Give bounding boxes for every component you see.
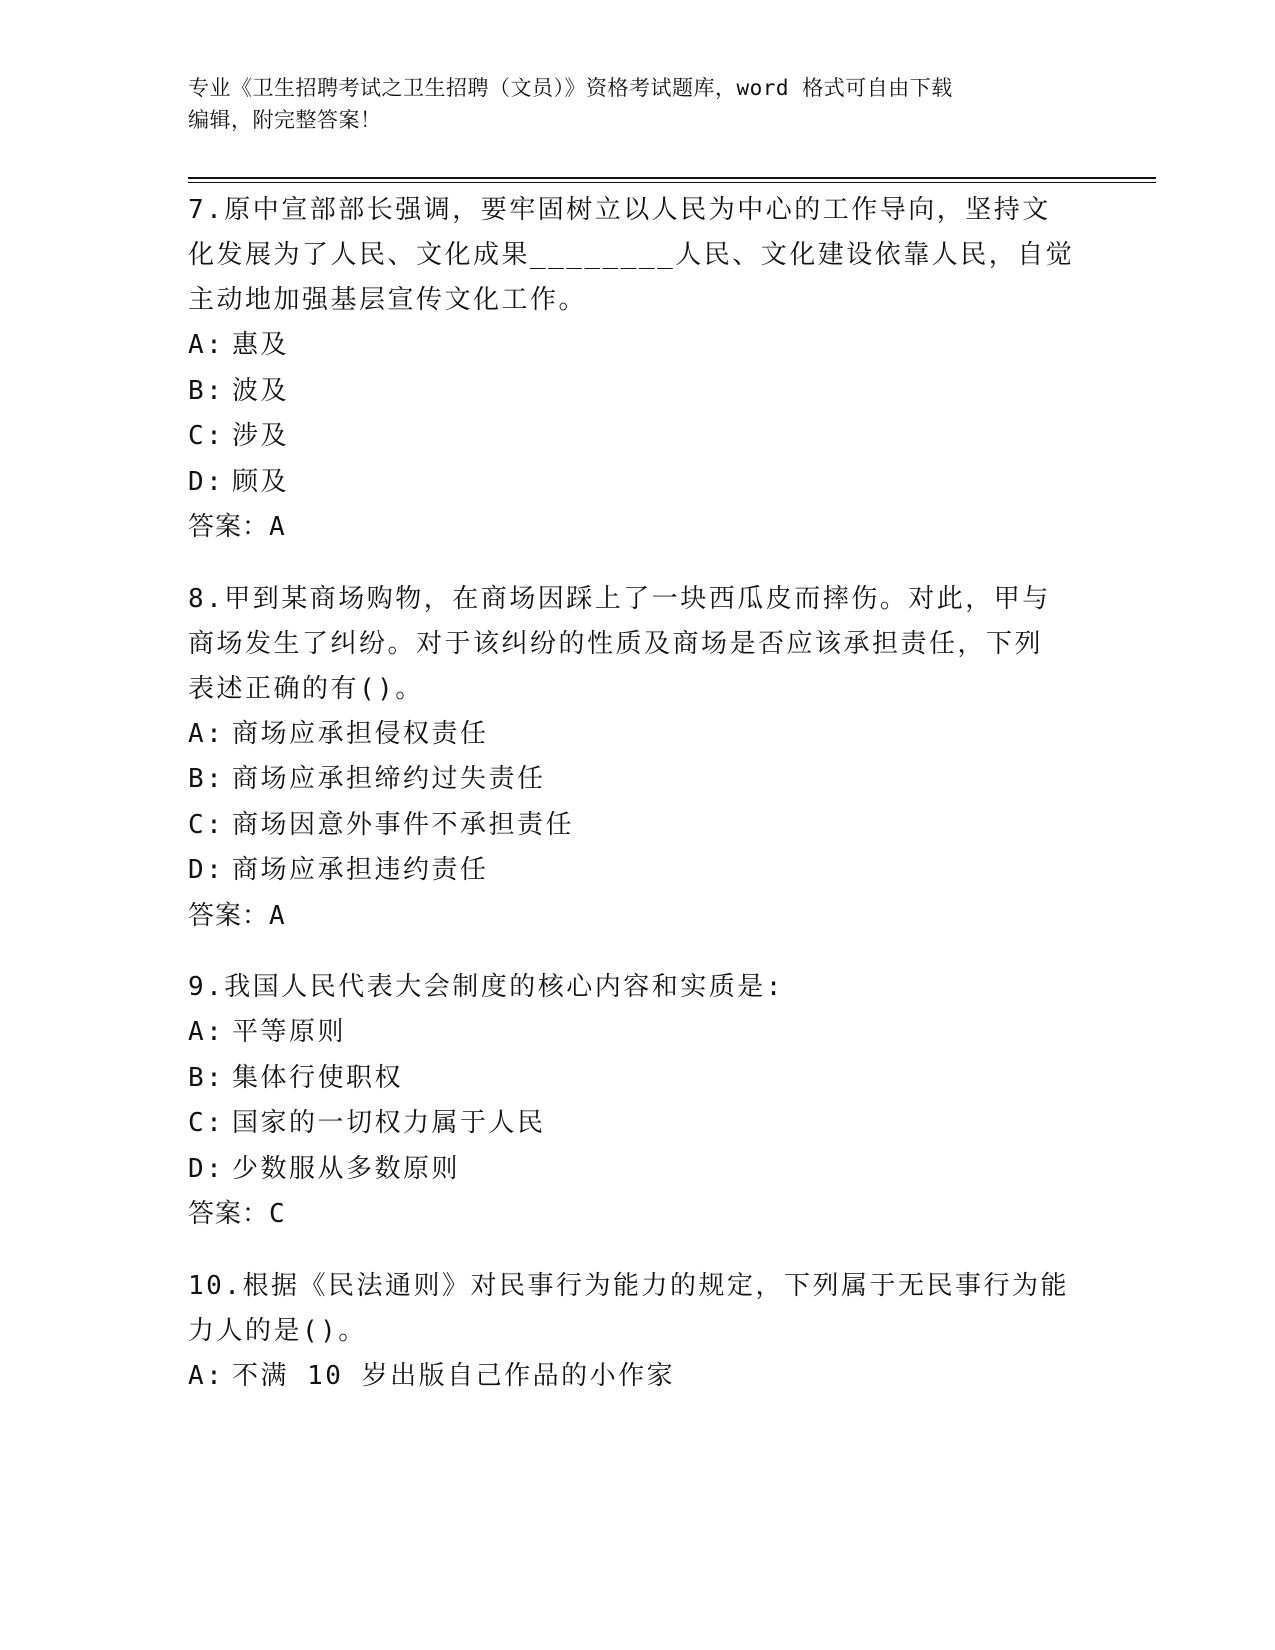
option-letter: A: xyxy=(188,1017,225,1047)
option-text: 顾及 xyxy=(232,466,290,497)
option-list xyxy=(188,1354,1088,1400)
answer-value: C xyxy=(269,1199,286,1229)
option-letter: A: xyxy=(188,718,225,749)
answer-label: 答案： xyxy=(188,1199,270,1229)
option-c xyxy=(188,414,1088,460)
option-a xyxy=(188,323,1088,369)
option-d xyxy=(188,460,1088,506)
option-d xyxy=(188,1147,1088,1193)
option-letter: D: xyxy=(188,855,225,885)
option-b xyxy=(188,369,1088,415)
option-letter: C: xyxy=(188,421,225,451)
option-text: 国家的一切权力属于人民 xyxy=(232,1108,546,1138)
header-divider-thick xyxy=(188,177,1156,179)
answer-line xyxy=(188,505,1088,551)
option-b xyxy=(188,1056,1088,1102)
option-letter: D: xyxy=(188,1153,225,1184)
option-text: 集体行使职权 xyxy=(232,1062,404,1093)
question-stem: 10.根据《民法通则》对民事行为能力的规定，下列属于无民事行为能 力人的是()。 xyxy=(188,1270,1069,1346)
option-a xyxy=(188,712,1088,758)
question-10 xyxy=(188,1264,1088,1400)
option-text: 涉及 xyxy=(232,421,290,451)
option-list xyxy=(188,1010,1088,1192)
question-stem: 9.我国人民代表大会制度的核心内容和实质是: xyxy=(188,972,784,1002)
option-letter: C: xyxy=(188,809,225,840)
option-letter: C: xyxy=(188,1108,225,1138)
option-text: 惠及 xyxy=(232,330,290,360)
option-a xyxy=(188,1354,1088,1400)
option-text: 商场因意外事件不承担责任 xyxy=(232,809,575,840)
question-stem: 7.原中宣部部长强调，要牢固树立以人民为中心的工作导向，坚持文 化发展为了人民、文化成果________人民、文化建设依靠人民，自觉 主动地加强基层宣传文化工作。 xyxy=(188,195,1075,315)
answer-label: 答案： xyxy=(188,512,270,542)
option-list xyxy=(188,323,1088,505)
question-list xyxy=(188,188,1088,1425)
option-letter: B: xyxy=(188,375,225,406)
header-divider-thin xyxy=(188,182,1156,183)
answer-value: A xyxy=(269,900,286,931)
answer-line xyxy=(188,894,1088,940)
option-text: 波及 xyxy=(232,375,290,406)
answer-value: A xyxy=(269,512,286,542)
answer-label: 答案： xyxy=(188,900,270,931)
option-letter: D: xyxy=(188,466,225,497)
option-c xyxy=(188,1101,1088,1147)
option-letter: A: xyxy=(188,1360,225,1391)
option-text: 商场应承担违约责任 xyxy=(232,855,489,885)
question-9 xyxy=(188,965,1088,1238)
document-header xyxy=(188,72,1088,136)
question-stem: 8.甲到某商场购物，在商场因踩上了一块西瓜皮而摔伤。对此，甲与 商场发生了纠纷。对于该纠纷的性质及商场是否应该承担责任，下列 表述正确的有()。 xyxy=(188,583,1051,704)
answer-line xyxy=(188,1192,1088,1238)
header-line-2: 编辑，附完整答案！ xyxy=(188,108,382,132)
option-list xyxy=(188,712,1088,894)
header-line-1: 专业《卫生招聘考试之卫生招聘（文员）》资格考试题库，word 格式可自由下载 xyxy=(188,76,953,100)
option-letter: B: xyxy=(188,1062,225,1093)
option-a xyxy=(188,1010,1088,1056)
option-d xyxy=(188,848,1088,894)
option-b xyxy=(188,757,1088,803)
option-text: 不满 10 岁出版自己作品的小作家 xyxy=(232,1360,676,1391)
option-letter: A: xyxy=(188,330,225,360)
option-text: 少数服从多数原则 xyxy=(232,1153,461,1184)
option-letter: B: xyxy=(188,764,225,794)
question-8 xyxy=(188,577,1088,940)
question-7 xyxy=(188,188,1088,551)
option-c xyxy=(188,803,1088,849)
option-text: 商场应承担侵权责任 xyxy=(232,718,489,749)
option-text: 商场应承担缔约过失责任 xyxy=(232,764,546,794)
option-text: 平等原则 xyxy=(232,1017,347,1047)
